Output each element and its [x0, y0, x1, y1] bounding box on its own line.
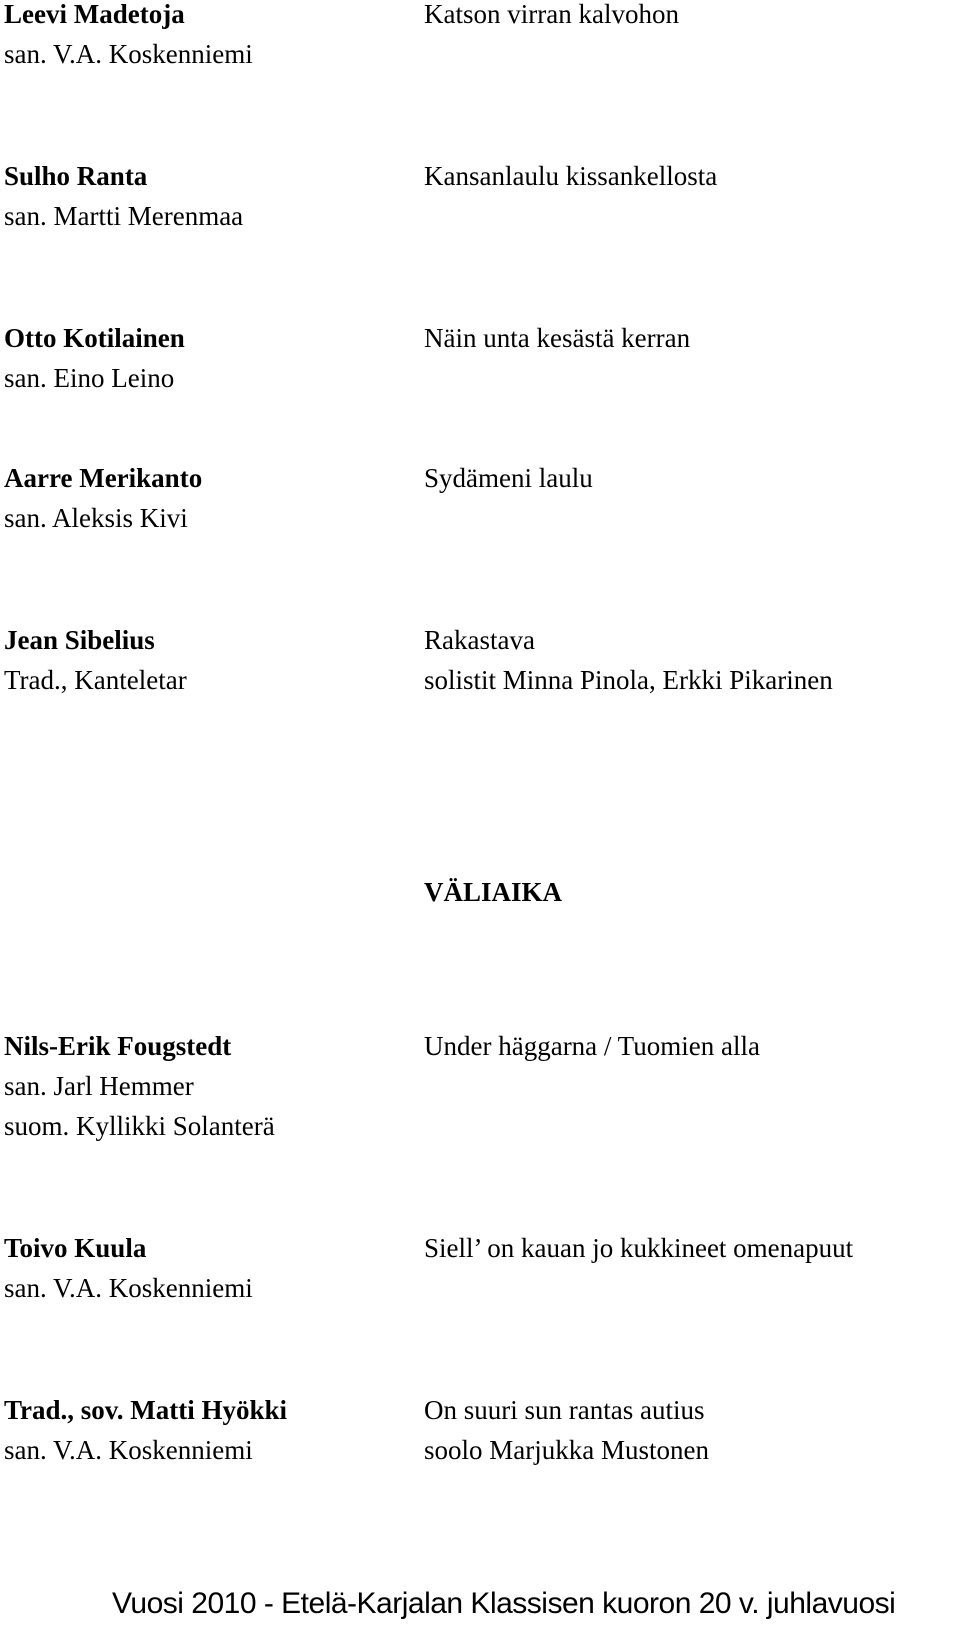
piece-block [424, 620, 944, 700]
composer-block [4, 1390, 404, 1470]
lyricist-credit: san. V.A. Koskenniemi [4, 39, 253, 69]
piece-block [424, 156, 944, 196]
piece-block [424, 1228, 944, 1268]
piece-block [424, 458, 944, 498]
piece-title: Katson virran kalvohon [424, 0, 679, 29]
composer-name: Trad., sov. Matti Hyökki [4, 1395, 288, 1425]
piece-title: Rakastava [424, 625, 535, 655]
composer-name: Aarre Merikanto [4, 463, 203, 493]
piece-block [424, 1390, 944, 1470]
piece-block [424, 318, 944, 358]
composer-block [4, 318, 404, 398]
soloist-note: soolo Marjukka Mustonen [424, 1435, 709, 1465]
composer-block [4, 0, 404, 74]
composer-name: Toivo Kuula [4, 1233, 147, 1263]
composer-name: Sulho Ranta [4, 161, 148, 191]
piece-title: Kansanlaulu kissankellosta [424, 161, 718, 191]
lyricist-credit: san. Aleksis Kivi [4, 503, 188, 533]
piece-title: Under häggarna / Tuomien alla [424, 1031, 760, 1061]
composer-block [4, 620, 404, 700]
lyricist-credit: san. V.A. Koskenniemi [4, 1273, 253, 1303]
lyricist-credit: san. Eino Leino [4, 363, 175, 393]
composer-block [4, 1026, 404, 1146]
piece-title: On suuri sun rantas autius [424, 1395, 705, 1425]
piece-block [424, 1026, 944, 1066]
lyricist-credit: san. V.A. Koskenniemi [4, 1435, 253, 1465]
composer-block [4, 458, 404, 538]
composer-name: Nils-Erik Fougstedt [4, 1031, 232, 1061]
composer-name: Jean Sibelius [4, 625, 155, 655]
composer-name: Leevi Madetoja [4, 0, 185, 29]
piece-block [424, 0, 944, 34]
lyricist-credit: san. Jarl Hemmer [4, 1071, 194, 1101]
composer-name: Otto Kotilainen [4, 323, 185, 353]
lyricist-credit: Trad., Kanteletar [4, 665, 187, 695]
translator-credit: suom. Kyllikki Solanterä [4, 1111, 275, 1141]
composer-block [4, 1228, 404, 1308]
composer-block [4, 156, 404, 236]
piece-title: Näin unta kesästä kerran [424, 323, 691, 353]
page-footer: Vuosi 2010 - Etelä-Karjalan Klassisen kuoron 20 v. juhlavuosi [112, 1587, 896, 1620]
soloists-note: solistit Minna Pinola, Erkki Pikarinen [424, 665, 833, 695]
lyricist-credit: san. Martti Merenmaa [4, 201, 244, 231]
piece-title: Siell’ on kauan jo kukkineet omenapuut [424, 1233, 854, 1263]
interval-heading: VÄLIAIKA [424, 877, 563, 907]
piece-title: Sydämeni laulu [424, 463, 593, 493]
